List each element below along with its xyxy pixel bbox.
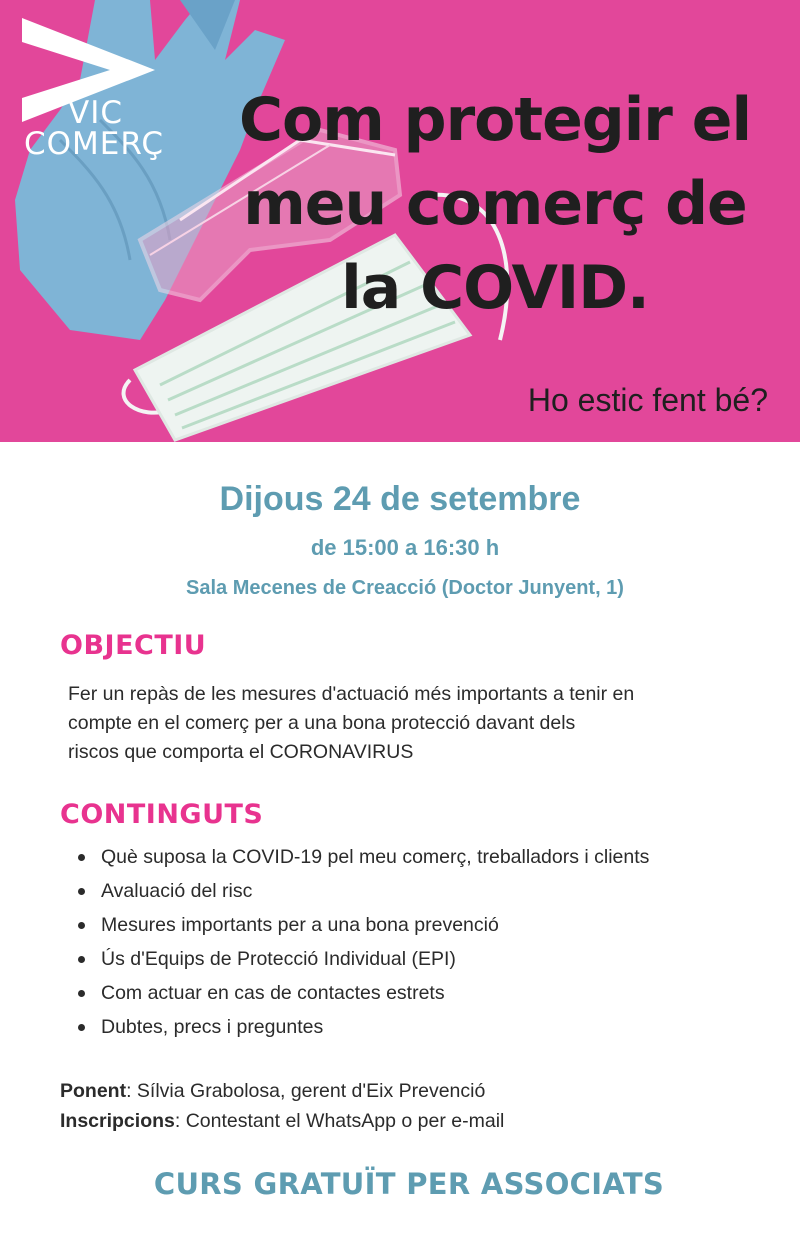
headline — [210, 78, 780, 330]
list-item-text: Mesures importants per a una bona prevenció — [101, 914, 499, 936]
objective-line-1: Fer un repàs de les mesures d'actuació més importants a tenir en — [68, 683, 635, 705]
event-date: Dijous 24 de setembre — [219, 480, 581, 518]
list-item — [76, 874, 649, 908]
contents-title: CONTINGUTS — [60, 799, 264, 830]
list-item-text: Què suposa la COVID-19 pel meu comerç, treballadors i clients — [101, 846, 650, 868]
logo-line-2: COMERÇ — [24, 126, 165, 162]
list-item — [76, 908, 649, 942]
subheadline: Ho estic fent bé? — [527, 382, 768, 418]
event-time: de 15:00 a 16:30 h — [310, 535, 500, 560]
objective-line-3: riscos que comporta el CORONAVIRUS — [68, 741, 414, 763]
hero-banner — [0, 0, 800, 442]
list-item — [76, 1010, 649, 1044]
registration-line — [60, 1106, 504, 1136]
list-item-text: Dubtes, precs i preguntes — [101, 1016, 324, 1038]
list-item — [76, 942, 649, 976]
registration-value: : Contestant el WhatsApp o per e-mail — [174, 1110, 505, 1132]
logo-text — [24, 95, 165, 162]
bullet-icon — [78, 1024, 85, 1031]
objective-title: OBJECTIU — [60, 630, 207, 661]
list-item-text: Avaluació del risc — [101, 880, 253, 902]
list-item — [76, 840, 649, 874]
list-item-text: Ús d'Equips de Protecció Individual (EPI) — [101, 948, 456, 970]
bullet-icon — [78, 888, 85, 895]
headline-line-1: Com protegir el — [238, 85, 752, 155]
registration-label: Inscripcions — [60, 1110, 175, 1132]
list-item — [76, 976, 649, 1010]
bullet-icon — [78, 956, 85, 963]
bullet-icon — [78, 990, 85, 997]
bullet-icon — [78, 922, 85, 929]
headline-line-3: la COVID. — [341, 253, 649, 323]
speaker-line — [60, 1076, 485, 1106]
headline-line-2: meu comerç de — [243, 169, 747, 239]
speaker-value: : Sílvia Grabolosa, gerent d'Eix Prevenció — [126, 1080, 486, 1102]
objective-text — [68, 680, 748, 767]
bullet-icon — [78, 854, 85, 861]
logo-line-1: VIC — [68, 95, 123, 131]
event-venue: Sala Mecenes de Creacció (Doctor Junyent, 1) — [186, 577, 624, 599]
list-item-text: Com actuar en cas de contactes estrets — [101, 982, 445, 1004]
speaker-label: Ponent — [60, 1080, 127, 1102]
free-course-banner: CURS GRATUÏT PER ASSOCIATS — [153, 1167, 665, 1201]
objective-line-2: compte en el comerç per a una bona protecció davant dels — [68, 712, 576, 734]
contents-list — [76, 840, 649, 1044]
